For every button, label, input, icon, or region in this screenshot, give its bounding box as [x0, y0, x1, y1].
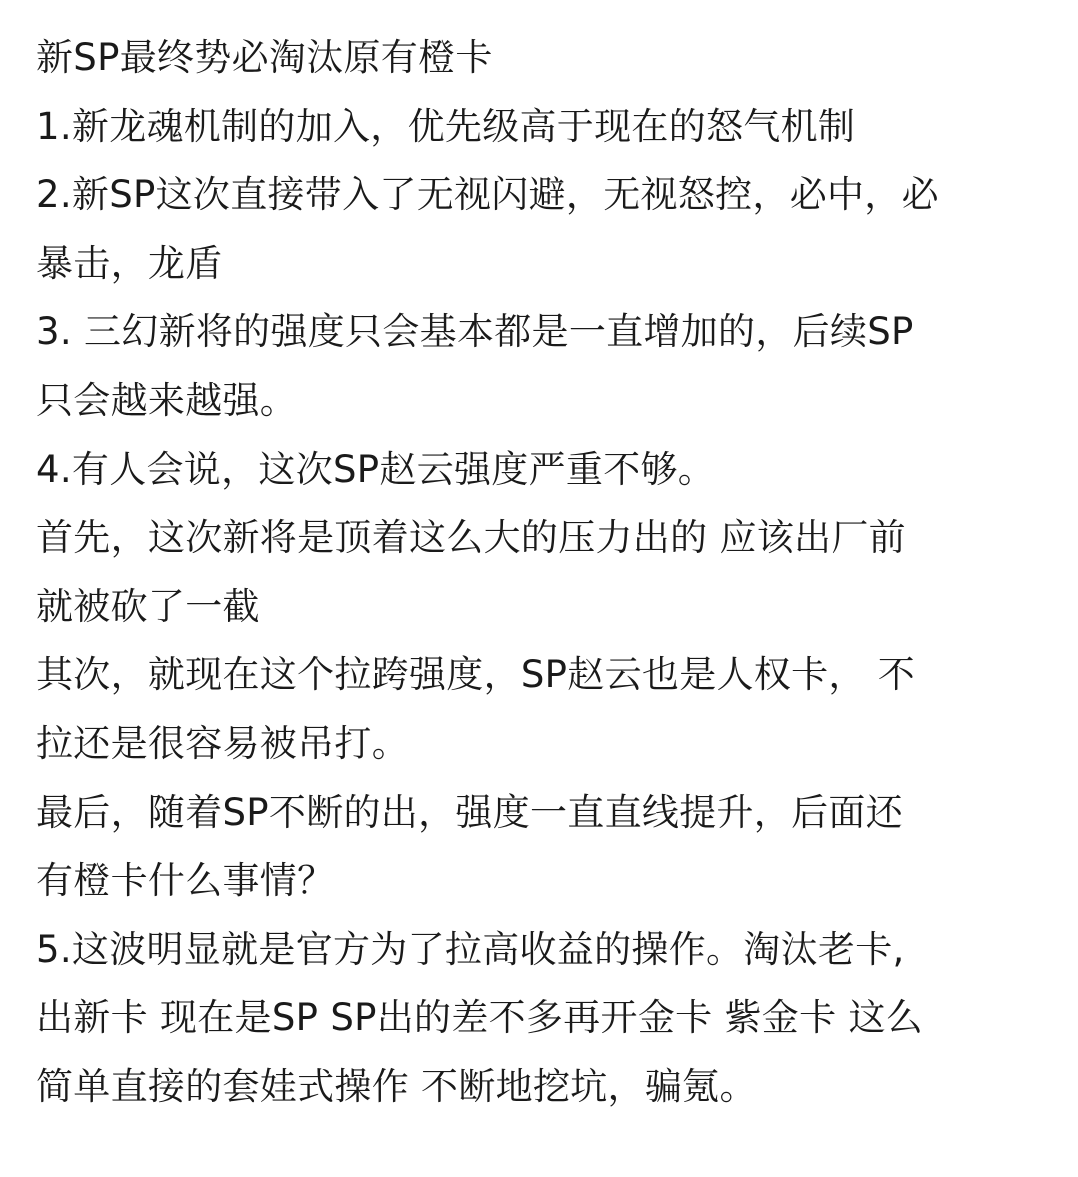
post-line: 4.有人会说，这次SP赵云强度严重不够。: [36, 447, 716, 491]
post-line: 有橙卡什么事情？: [36, 859, 335, 903]
post-line: 拉还是很容易被吊打。: [36, 721, 409, 765]
post-line: 只会越来越强。: [36, 378, 298, 422]
post-text: [36, 24, 1056, 1122]
post-line-title: 新SP最终势必淘汰原有橙卡: [36, 36, 493, 79]
post-line: 5.这波明显就是官方为了拉高收益的操作。淘汰老卡,: [36, 927, 905, 971]
post-line: 最后，随着SP不断的出，强度一直直线提升，后面还: [36, 790, 903, 834]
post-line: 就被砍了一截: [36, 584, 260, 628]
post-line: 首先，这次新将是顶着这么大的压力出的 应该出厂前: [36, 516, 906, 560]
post-line: 出新卡 现在是SP SP出的差不多再开金卡 紫金卡 这么: [36, 996, 924, 1040]
post-line: 暴击，龙盾: [36, 241, 223, 285]
post-line: 1.新龙魂机制的加入，优先级高于现在的怒气机制: [36, 104, 856, 148]
post-line: 简单直接的套娃式操作 不断地挖坑，骗氪。: [36, 1064, 757, 1108]
post-line: 其次，就现在这个拉跨强度，SP赵云也是人权卡， 不: [36, 653, 916, 697]
post-line: 2.新SP这次直接带入了无视闪避，无视怒控，必中，必: [36, 173, 939, 217]
post-line: 3. 三幻新将的强度只会基本都是一直增加的，后续SP: [36, 310, 914, 354]
